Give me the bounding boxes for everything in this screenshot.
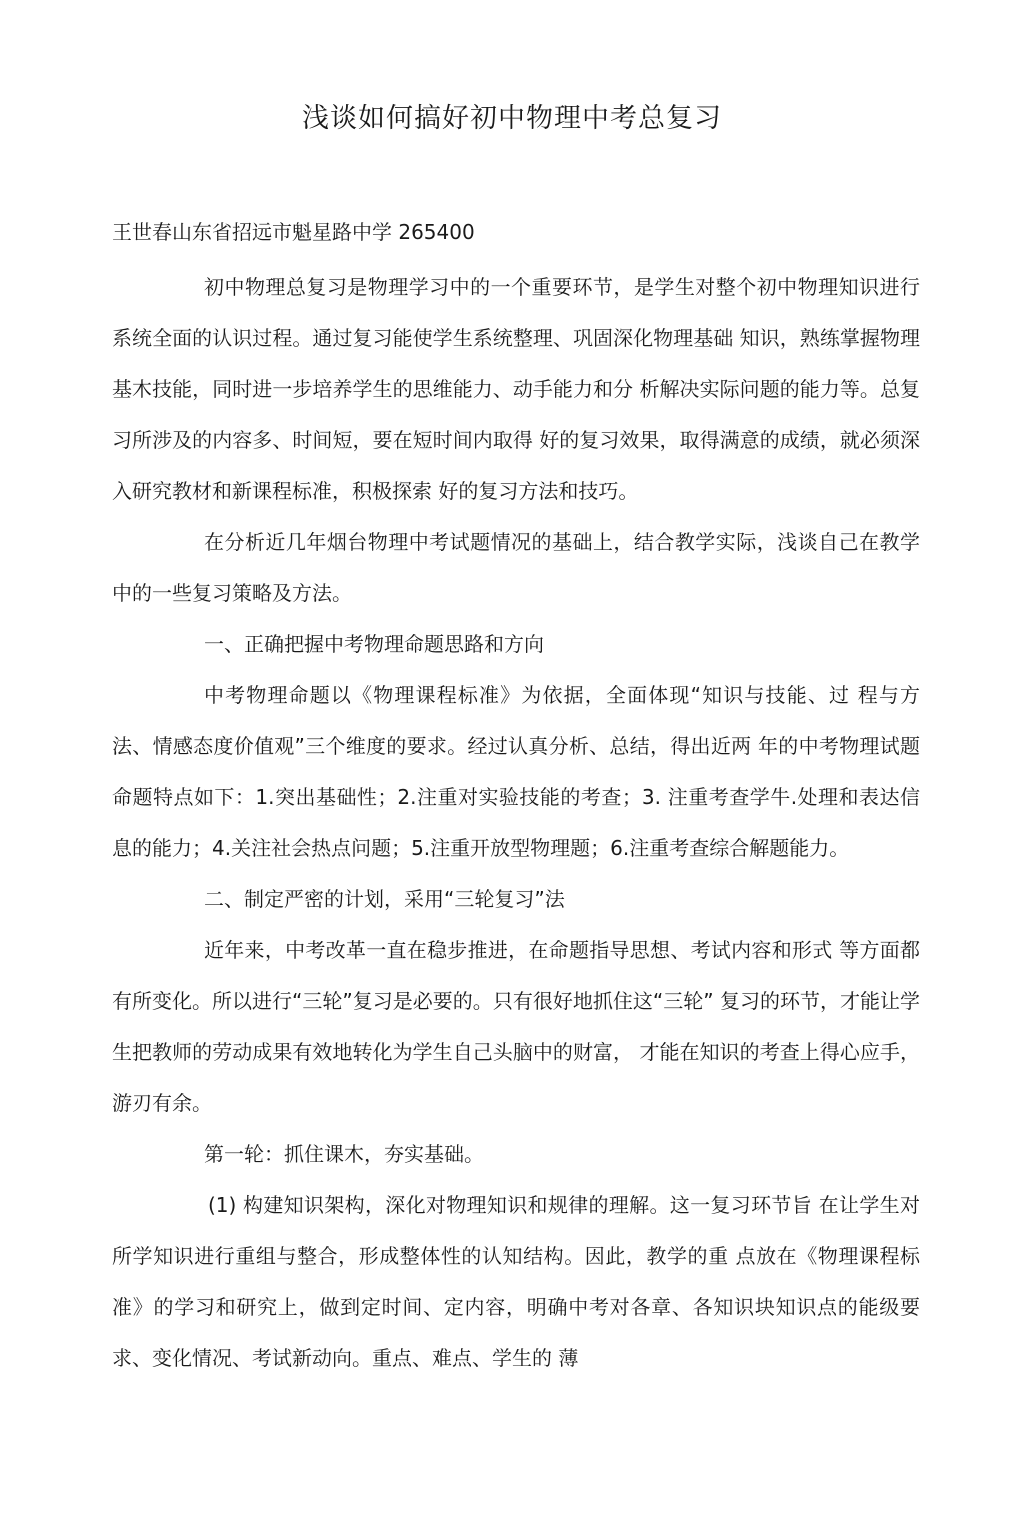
paragraph-section-1: 中考物理命题以《物理课程标准》为依据，全面体现“知识与技能、过 程与方法、情感态度价值观”三个维度的要求。经过认真分析、总结，得出近两 年的中考物理试题命题特点如下：1.突出基础性；2.注重对实验技能的考查；3. 注重考查学牛.处理和表达信息的能力；4.关注社会热点问题；5.注重开放型物理题；6.注重考查综合解题能力。	[112, 683, 920, 860]
paragraph-item-1: (1) 构建知识架构，深化对物理知识和规律的理解。这一复习环节旨 在让学生对所学知识进行重组与整合，形成整体性的认知结构。因此，教学的重 点放在《物理课程标准》的学习和研究上，做到定时间、定内容，明确中考对各章、各知识块知识点的能级要求、变化情况、考试新动向。重点、难点、学生的 薄	[112, 1193, 920, 1370]
section-heading-1: 一、正确把握中考物理命题思路和方向	[204, 632, 544, 656]
subsection-heading-round-1: 第一轮：抓住课木，夯实基础。	[204, 1142, 484, 1166]
document-body	[112, 262, 920, 1384]
author-line: 王世春山东省招远市魁星路中学 265400	[112, 220, 475, 244]
document-title: 浅谈如何搞好初中物理中考总复习	[302, 103, 722, 134]
paragraph-intro: 初中物理总复习是物理学习中的一个重要环节，是学生对整个初中物理知识进行系统全面的认识过程。通过复习能使学生系统整理、巩固深化物理基础 知识，熟练掌握物理基木技能，同时进一步培养学生的思维能力、动手能力和分 析解决实际问题的能力等。总复习所涉及的内容多、时间短，要在短时间内取得 好的复习效果，取得满意的成绩，就必须深入研究教材和新课程标准，积极探索 好的复习方法和技巧。	[112, 275, 920, 503]
paragraph-context: 在分析近几年烟台物理中考试题情况的基础上，结合教学实际，浅谈自己在教学中的一些复习策略及方法。	[112, 530, 920, 605]
section-heading-2: 二、制定严密的计划，采用“三轮复习”法	[204, 887, 565, 911]
paragraph-section-2: 近年来，中考改革一直在稳步推进，在命题指导思想、考试内容和形式 等方面都有所变化。所以进行“三轮”复习是必要的。只有很好地抓住这“三轮” 复习的环节，才能让学生把教师的劳动成果有效地转化为学生自己头脑中的财富， 才能在知识的考查上得心应手，游刃有余。	[112, 938, 920, 1115]
